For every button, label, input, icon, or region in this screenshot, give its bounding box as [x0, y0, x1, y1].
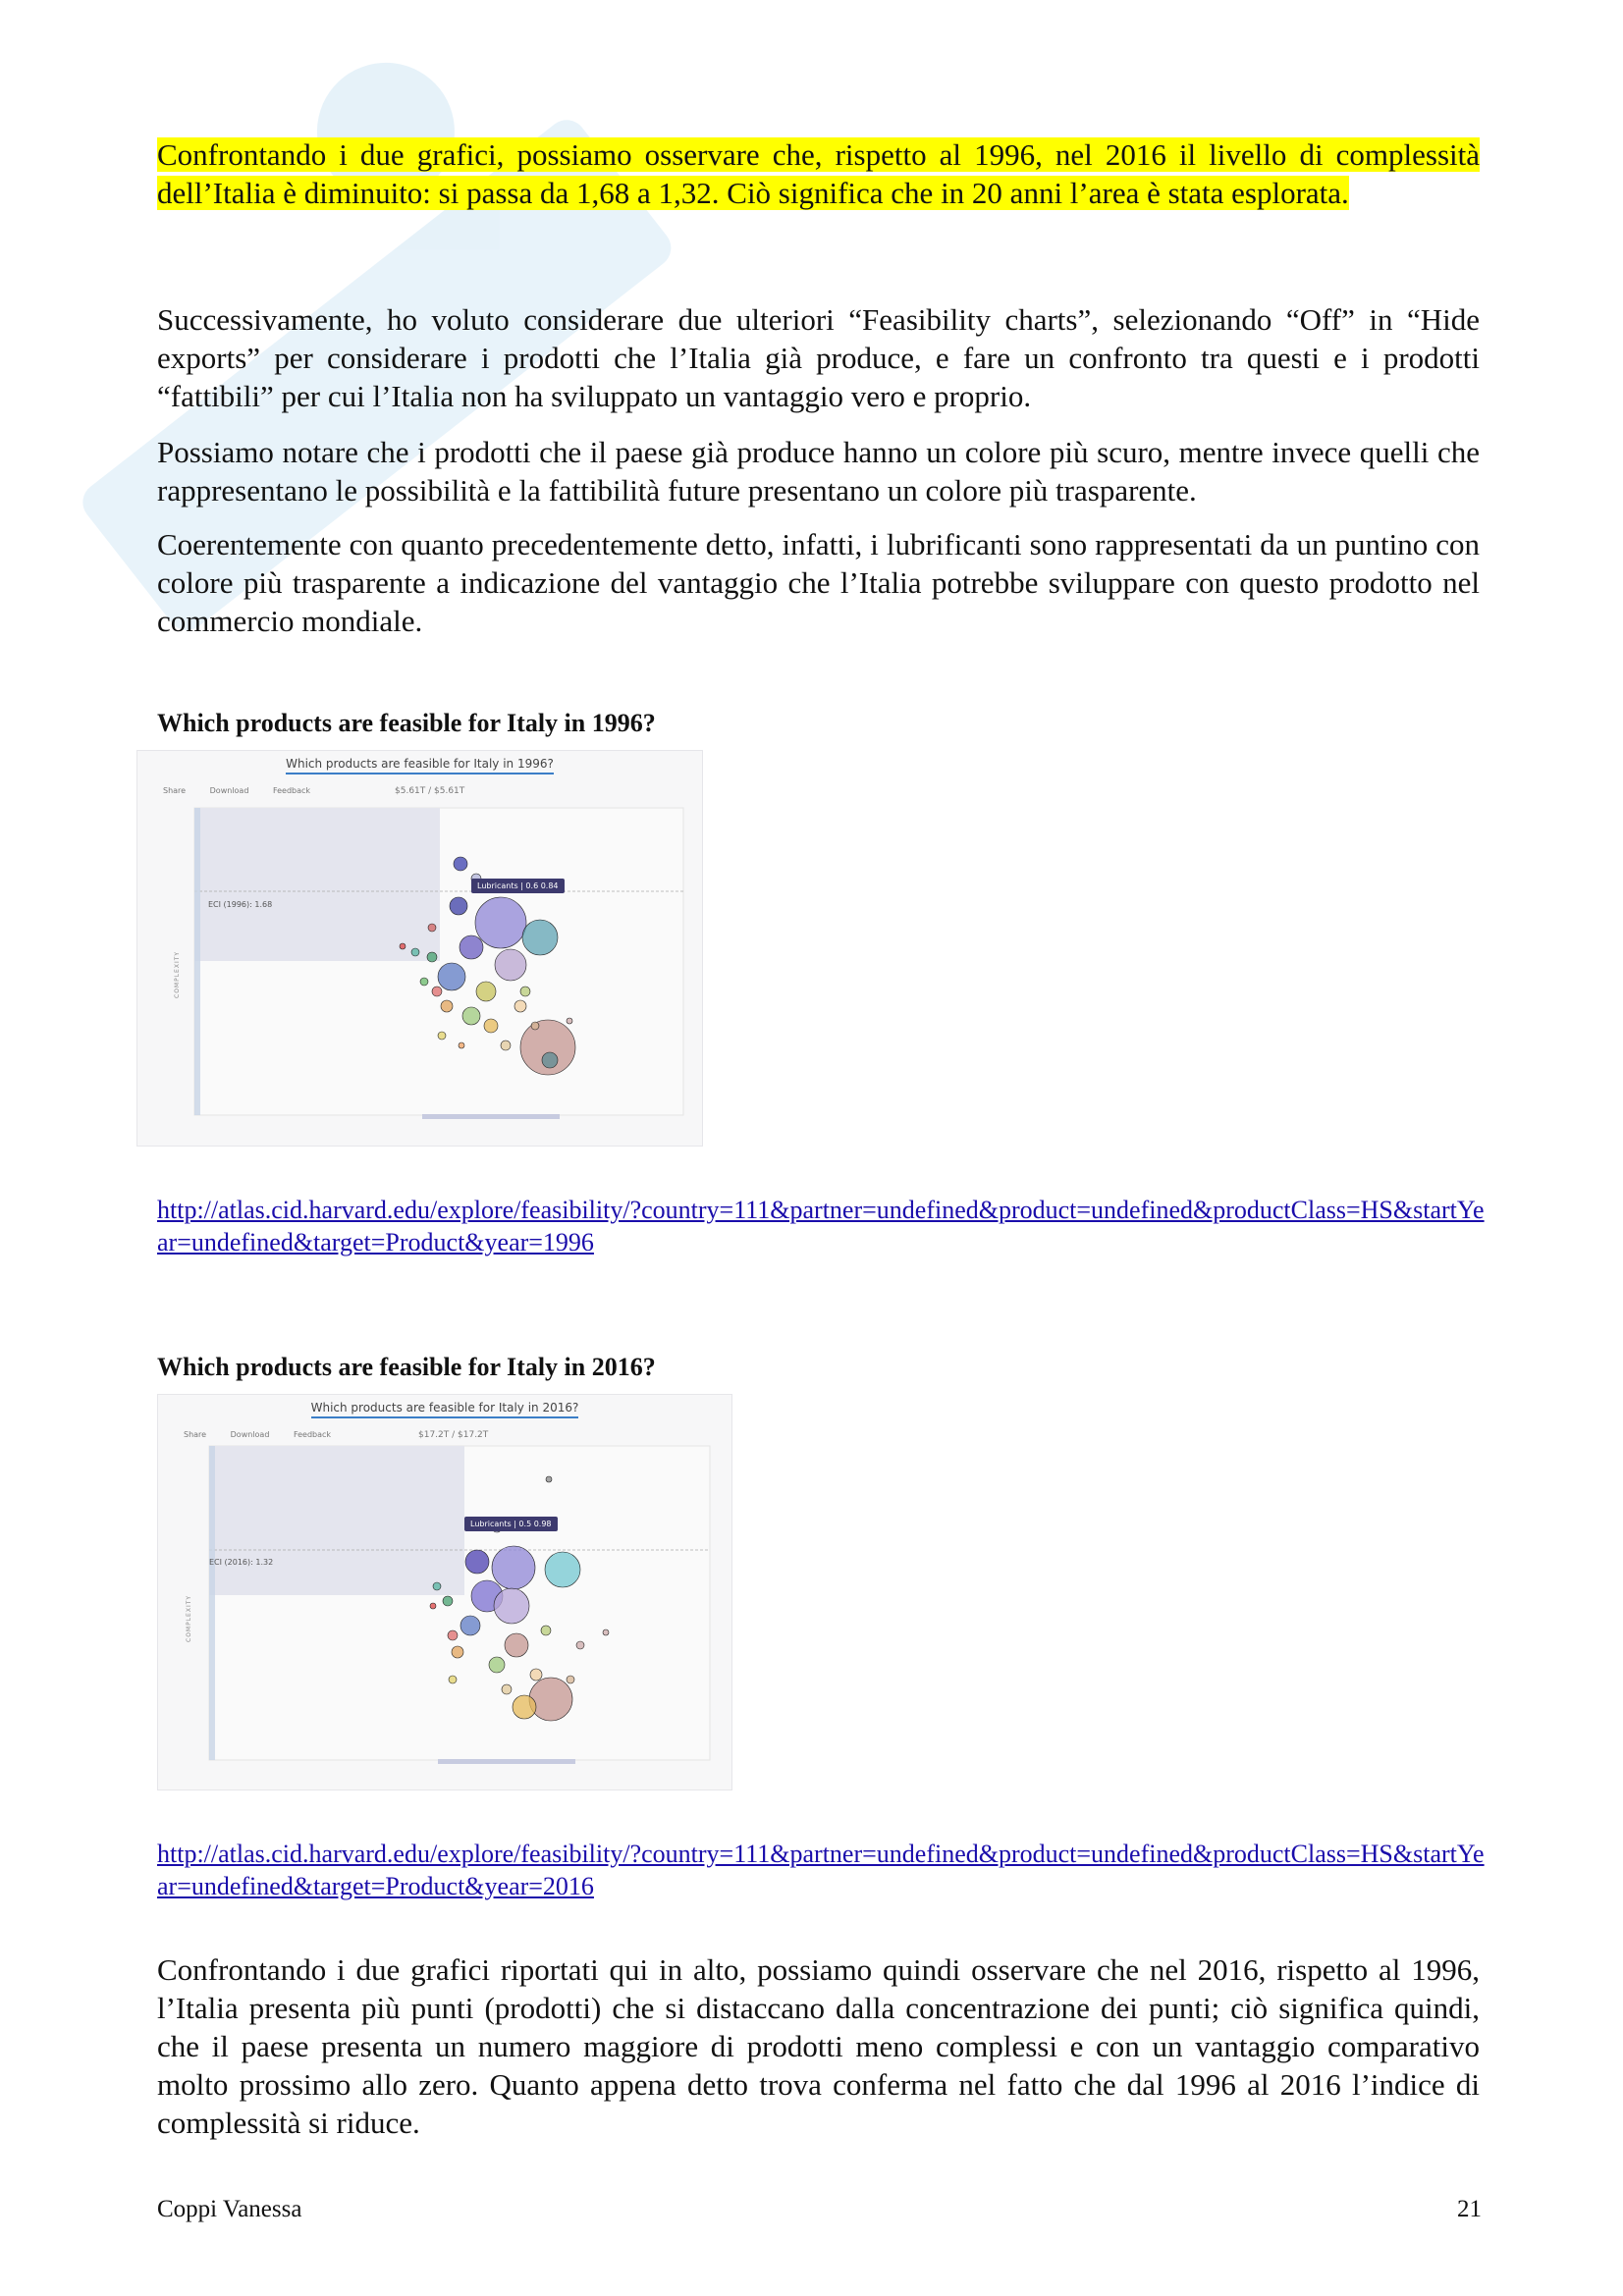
chart-title: Which products are feasible for Italy in 2016?	[158, 1401, 731, 1415]
download-button[interactable]: Download	[209, 786, 249, 795]
scatter-plot-2016	[158, 1395, 731, 1789]
link-atlas-1996[interactable]: http://atlas.cid.harvard.edu/explore/feasibility/?country=111&partner=undefined&product=undefined&productClass=HS&startYear=undefined&target=Product&year=1996	[157, 1196, 1485, 1256]
trade-total: $17.2T / $17.2T	[418, 1430, 489, 1440]
y-axis-label: COMPLEXITY	[186, 1594, 192, 1642]
product-tooltip: Lubricants | 0.5 0.98	[464, 1517, 558, 1531]
page-number: 21	[1457, 2196, 1482, 2222]
share-button[interactable]: Share	[184, 1430, 207, 1439]
link-atlas-2016[interactable]: http://atlas.cid.harvard.edu/explore/feasibility/?country=111&partner=undefined&product=undefined&productClass=HS&startYear=undefined&target=Product&year=2016	[157, 1840, 1485, 1900]
figure-caption-2016: Which products are feasible for Italy in 2016?	[157, 1353, 656, 1381]
chart-screenshot-1996	[136, 750, 703, 1147]
paragraph-lubricants: Coerentemente con quanto precedentemente detto, infatti, i lubrificanti sono rappresentati da un puntino con colore più trasparente a indicazione del vantaggio che l’Italia potrebbe sviluppare con questo prodotto nel commercio mondiale.	[157, 527, 1480, 638]
trade-total: $5.61T / $5.61T	[395, 786, 465, 796]
paragraph-complexity-decrease	[157, 135, 1480, 212]
footer-author: Coppi Vanessa	[157, 2196, 302, 2222]
y-axis-label: COMPLEXITY	[174, 950, 181, 998]
figure-caption-1996: Which products are feasible for Italy in 1996?	[157, 709, 656, 737]
share-button[interactable]: Share	[163, 786, 187, 795]
chart-screenshot-2016	[157, 1394, 732, 1790]
feedback-button[interactable]: Feedback	[272, 786, 311, 795]
highlighted-text: Confrontando i due grafici, possiamo osservare che, rispetto al 1996, nel 2016 il livello di complessità dell’Italia è diminuito: si passa da 1,68 a 1,32. Ciò significa che in 20 anni l’area è stata esplorata.	[157, 137, 1480, 210]
chart-title: Which products are feasible for Italy in 1996?	[137, 757, 702, 771]
product-tooltip: Lubricants | 0.6 0.84	[471, 879, 565, 893]
paragraph-colors: Possiamo notare che i prodotti che il paese già produce hanno un colore più scuro, mentre invece quelli che rappresentano le possibilità e la fattibilità future presentano un colore più trasparente.	[157, 435, 1480, 507]
scatter-plot-1996	[137, 751, 702, 1146]
paragraph-comparison-conclusion: Confrontando i due grafici riportati qui in alto, possiamo quindi osservare che nel 2016, rispetto al 1996, l’Italia presenta più punti (prodotti) che si distaccano dalla concentrazione dei punti; ciò significa quindi, che il paese presenta un numero maggiore di prodotti meno complessi e con un vantaggio comparativo molto prossimo allo zero. Quanto appena detto trova conferma nel fatto che dal 1996 al 2016 l’indice di complessità si riduce.	[157, 1952, 1480, 2140]
feedback-button[interactable]: Feedback	[293, 1430, 332, 1439]
eci-reference-label: ECI (1996): 1.68	[208, 900, 273, 909]
download-button[interactable]: Download	[230, 1430, 270, 1439]
eci-reference-label: ECI (2016): 1.32	[209, 1558, 274, 1567]
paragraph-feasibility-charts: Successivamente, ho voluto considerare due ulteriori “Feasibility charts”, selezionando “Off” in “Hide exports” per considerare i prodotti che l’Italia già produce, e fare un confronto tra questi e i prodotti “fattibili” per cui l’Italia non ha sviluppato un vantaggio vero e proprio.	[157, 302, 1480, 413]
